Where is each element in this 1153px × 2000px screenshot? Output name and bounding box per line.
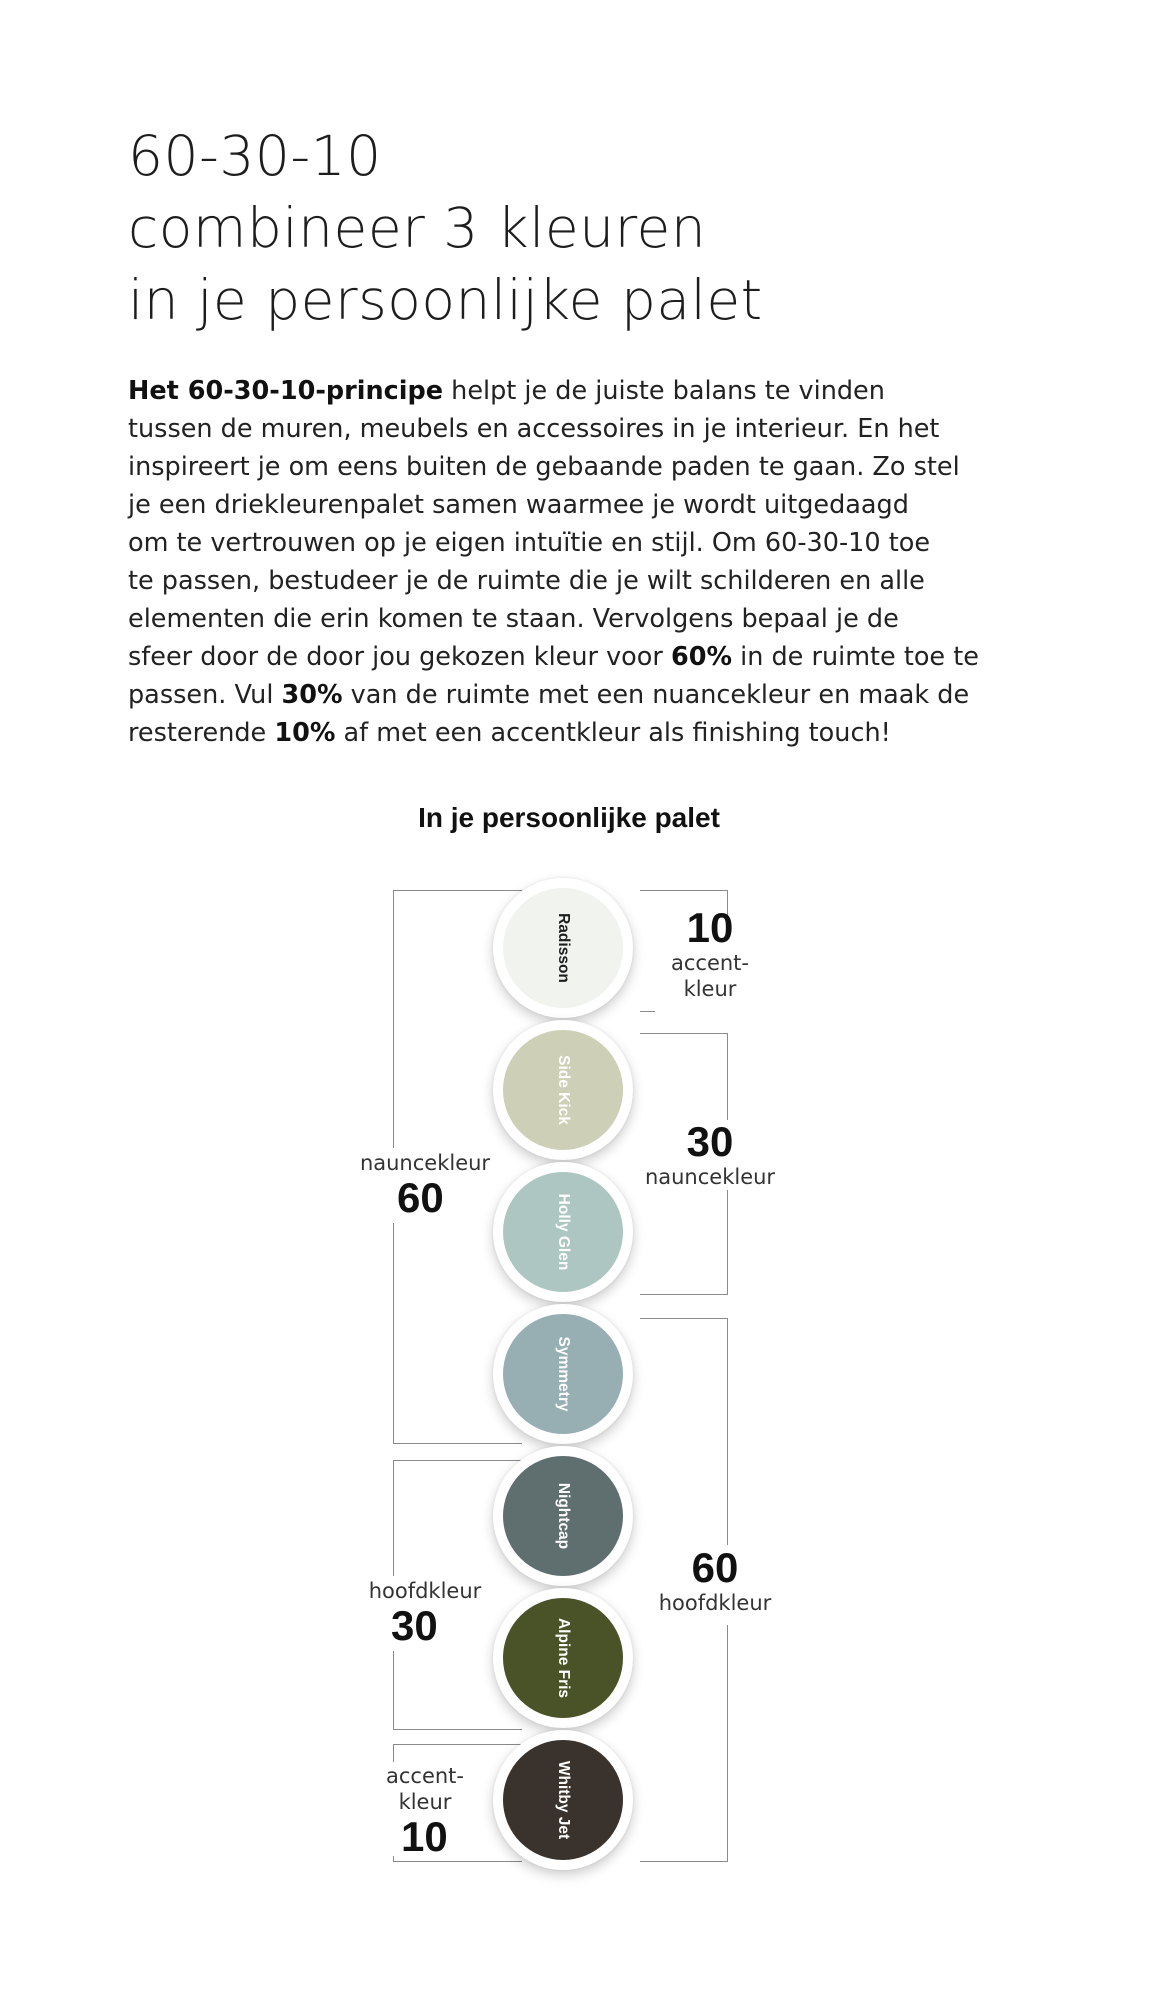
intro-bold: 10% — [274, 718, 336, 748]
swatch-name: Side Kick — [555, 1055, 572, 1125]
left-label-main — [360, 1578, 490, 1648]
intro-line: je een driekleurenpalet samen waarmee je wordt uitgedaagd — [128, 490, 909, 520]
intro-line: om te vertrouwen op je eigen intuïtie en stijl. Om 60-30-10 toe — [128, 528, 931, 558]
intro-text: resterende — [128, 718, 275, 748]
swatch-alpine-fris — [493, 1588, 633, 1728]
title-line-3: in je persoonlijke palet — [128, 268, 763, 332]
label-text: hoofdkleur — [368, 1579, 482, 1603]
intro-line — [128, 676, 1048, 714]
palette-title: In je persoonlijke palet — [418, 802, 720, 833]
intro-bold: Het 60-30-10-principe — [128, 376, 444, 406]
swatch-whitby-jet — [493, 1730, 633, 1870]
swatch-name: Symmetry — [555, 1336, 572, 1412]
label-number: 60 — [691, 1544, 739, 1591]
label-number: 30 — [391, 1602, 438, 1649]
intro-paragraph — [128, 372, 1048, 752]
intro-text: helpt je de juiste balans te vinden — [443, 376, 885, 406]
label-text: kleur — [398, 1790, 452, 1814]
title-line-2: combineer 3 kleuren — [128, 196, 707, 260]
left-label-accent — [375, 1763, 475, 1859]
right-label-main — [640, 1546, 790, 1616]
swatch-symmetry — [493, 1304, 633, 1444]
swatch-nightcap — [493, 1446, 633, 1586]
intro-line: tussen de muren, meubels en accessoires in je interieur. En het — [128, 414, 940, 444]
swatch-name: Holly Glen — [555, 1193, 572, 1271]
label-text: accent- — [670, 951, 749, 975]
swatch-name: Alpine Fris — [555, 1617, 572, 1699]
intro-text: af met een accentkleur als finishing touch! — [335, 718, 891, 748]
swatch-name: Radisson — [555, 913, 572, 983]
page-title — [128, 120, 1028, 336]
intro-text: passen. Vul — [128, 680, 282, 710]
swatch-name: Nightcap — [555, 1482, 572, 1550]
intro-line: elementen die erin komen te staan. Vervolgens bepaal je de — [128, 604, 899, 634]
intro-text: in de ruimte toe te — [732, 642, 979, 672]
intro-line — [128, 372, 1048, 410]
intro-text: van de ruimte met een nuancekleur en maak de — [342, 680, 970, 710]
label-text: kleur — [683, 977, 737, 1001]
intro-line: inspireert je om eens buiten de gebaande paden te gaan. Zo stel — [128, 452, 960, 482]
left-label-nuance — [355, 1150, 495, 1220]
label-number: 60 — [397, 1174, 444, 1221]
swatch-radisson — [493, 878, 633, 1018]
intro-line — [128, 638, 1048, 676]
label-text: hoofdkleur — [658, 1591, 772, 1615]
swatch-side-kick — [493, 1020, 633, 1160]
swatch-holly-glen — [493, 1162, 633, 1302]
label-text: accent- — [385, 1764, 464, 1788]
title-line-1: 60-30-10 — [128, 124, 382, 188]
intro-line: te passen, bestudeer je de ruimte die je wilt schilderen en alle — [128, 566, 925, 596]
intro-text: sfeer door de door jou gekozen kleur voor — [128, 642, 671, 672]
intro-bold: 60% — [670, 642, 733, 672]
label-text: nauncekleur — [359, 1151, 491, 1175]
intro-bold: 30% — [281, 680, 343, 710]
label-text: nauncekleur — [644, 1165, 776, 1189]
label-number: 30 — [686, 1118, 734, 1165]
intro-line — [128, 714, 1048, 752]
right-label-nuance — [630, 1120, 790, 1190]
label-number: 10 — [686, 904, 734, 951]
label-number: 10 — [401, 1813, 448, 1860]
swatch-name: Whitby Jet — [555, 1760, 572, 1840]
right-label-accent — [650, 906, 770, 1002]
